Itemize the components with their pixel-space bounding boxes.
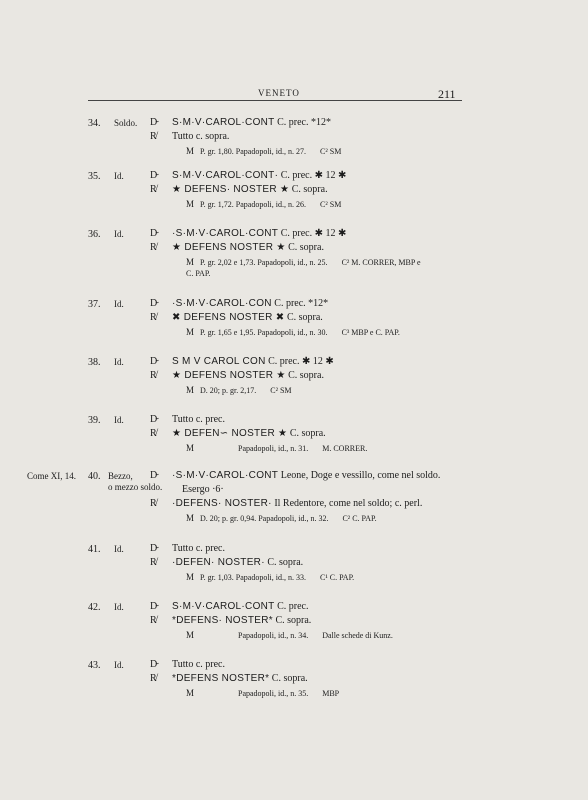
denomination (114, 357, 124, 368)
reverse-legend: ·DEFEN· NOSTER· (172, 557, 265, 568)
reverse-line (150, 184, 328, 195)
entry-number: 39. (88, 415, 101, 426)
reverse-legend: ·DEFENS· NOSTER· (172, 498, 272, 509)
denomination-line: Id. (114, 544, 124, 554)
weight-reference: D. 20; p. gr. 2,17. (200, 386, 257, 395)
weight-reference: D. 20; p. gr. 0,94. Papadopoli, id., n. 32. (200, 514, 329, 523)
reverse-symbol: R̸ (150, 131, 157, 142)
reverse-description: Tutto c. sopra. (172, 131, 230, 142)
metal-weight-line (186, 513, 377, 523)
entry-number: 38. (88, 357, 101, 368)
denomination (114, 118, 137, 129)
obverse-line (150, 659, 225, 670)
reverse-symbol: R̸ (150, 498, 157, 509)
obverse-symbol: D̴ (150, 298, 158, 309)
obverse-description: C. prec. *12* (277, 117, 331, 128)
obverse-description: C. prec. (277, 601, 309, 612)
entry-number: 37. (88, 299, 101, 310)
reverse-symbol: R̸ (150, 673, 157, 684)
denomination-line: Id. (114, 602, 124, 612)
collection: C² M. CORRER, MBP e (341, 258, 421, 267)
metal-weight-line (186, 146, 341, 156)
weight-reference: Papadopoli, id., n. 31. (238, 444, 309, 453)
obverse-symbol: D̴ (150, 117, 158, 128)
metal-weight-line (186, 572, 354, 582)
collection: MBP (322, 689, 340, 698)
obverse-legend: S·M·V·CAROL·CONT· (172, 170, 279, 181)
collection: C³ MBP e C. PAP. (341, 328, 400, 337)
reverse-legend: ★ DEFENS NOSTER ★ (172, 370, 286, 381)
obverse-legend: ·S·M·V·CAROL·CONT (172, 228, 279, 239)
reverse-description: C. sopra. (288, 242, 324, 253)
collection: C² SM (320, 147, 342, 156)
obverse-description: Tutto c. prec. (172, 543, 225, 554)
metal-weight-line (186, 385, 292, 395)
obverse-line (150, 228, 346, 239)
reverse-symbol: R̸ (150, 615, 157, 626)
collection: C² SM (320, 200, 342, 209)
entry-number: 42. (88, 602, 101, 613)
obverse-line (150, 170, 346, 181)
reverse-legend: ★ DEFENS· NOSTER ★ (172, 184, 290, 195)
exergue: Esergo ·6· (182, 484, 224, 495)
denomination-line: Id. (114, 357, 124, 367)
obverse-line (150, 470, 440, 481)
obverse-symbol: D̴ (150, 601, 158, 612)
metal-mark: M (186, 146, 195, 156)
metal-mark: M (186, 630, 195, 640)
metal-mark: M (186, 257, 195, 267)
metal-mark: M (186, 688, 195, 698)
entry-number: 40. (88, 471, 101, 482)
weight-reference: P. gr. 1,03. Papadopoli, id., n. 33. (200, 573, 307, 582)
collection: C¹ C. PAP. (320, 573, 355, 582)
collection-continued: C. PAP. (186, 269, 211, 278)
metal-weight-line (186, 688, 339, 698)
obverse-legend: S M V CAROL CON (172, 356, 266, 367)
denomination-line: Id. (114, 299, 124, 309)
reverse-line (150, 557, 303, 568)
reverse-line (150, 370, 324, 381)
reverse-legend: *DEFENS NOSTER* (172, 673, 270, 684)
reverse-description: C. sopra. (275, 615, 312, 626)
metal-mark: M (186, 513, 195, 523)
reverse-symbol: R̸ (150, 242, 157, 253)
denomination (114, 171, 124, 182)
reverse-legend: ★ DEFENS NOSTER ★ (172, 242, 286, 253)
running-title: VENETO (258, 88, 300, 98)
reverse-line (150, 615, 311, 626)
obverse-symbol: D̴ (150, 356, 158, 367)
entry-number: 43. (88, 660, 101, 671)
obverse-symbol: D̴ (150, 659, 158, 670)
reverse-legend: *DEFENS· NOSTER* (172, 615, 273, 626)
reverse-description: C. sopra. (271, 673, 308, 684)
obverse-line (150, 117, 331, 128)
reverse-symbol: R̸ (150, 428, 157, 439)
denomination (114, 602, 124, 613)
margin-note: Come XI, 14. (27, 471, 76, 481)
collection: C² SM (270, 386, 292, 395)
metal-mark: M (186, 327, 195, 337)
reverse-legend: ★ DEFEN∽ NOSTER ★ (172, 428, 288, 439)
collection: Dalle schede di Kunz. (322, 631, 393, 640)
reverse-symbol: R̸ (150, 184, 157, 195)
obverse-description: Tutto c. prec. (172, 414, 225, 425)
collection: C² C. PAP. (342, 514, 377, 523)
weight-reference: Papadopoli, id., n. 35. (238, 689, 309, 698)
obverse-line (150, 356, 334, 367)
weight-reference: Papadopoli, id., n. 34. (238, 631, 309, 640)
obverse-line (150, 601, 308, 612)
metal-mark: M (186, 572, 195, 582)
entry-number: 35. (88, 171, 101, 182)
metal-mark: M (186, 385, 195, 395)
denomination-line: Bezzo, (108, 471, 133, 481)
denomination-line: Id. (114, 171, 124, 181)
reverse-description: C. sopra. (289, 428, 326, 439)
obverse-symbol: D̴ (150, 228, 158, 239)
entry-number: 41. (88, 544, 101, 555)
page-header (88, 88, 464, 100)
weight-reference: P. gr. 2,02 e 1,73. Papadopoli, id., n. 25. (200, 258, 328, 267)
obverse-line (150, 414, 225, 425)
obverse-description: C. prec. ✱ 12 ✱ (280, 170, 347, 181)
weight-reference: P. gr. 1,72. Papadopoli, id., n. 26. (200, 200, 307, 209)
obverse-symbol: D̴ (150, 543, 158, 554)
reverse-legend: ✖ DEFENS NOSTER ✖ (172, 312, 285, 323)
metal-mark: M (186, 443, 195, 453)
reverse-symbol: R̸ (150, 557, 157, 568)
metal-weight-line (186, 630, 393, 640)
reverse-symbol: R̸ (150, 370, 157, 381)
metal-weight-line (186, 443, 367, 453)
obverse-legend: ·S·M·V·CAROL·CONT (172, 470, 279, 481)
denomination (114, 229, 124, 240)
metal-mark: M (186, 199, 195, 209)
obverse-symbol: D̴ (150, 470, 158, 481)
header-rule (88, 100, 462, 101)
weight-reference: P. gr. 1,65 e 1,95. Papadopoli, id., n. 30. (200, 328, 328, 337)
reverse-description: Il Redentore, come nel soldo; c. perl. (274, 498, 423, 509)
obverse-description: C. prec. *12* (274, 298, 329, 309)
denomination-line: Soldo. (114, 118, 138, 128)
obverse-line (150, 543, 225, 554)
obverse-legend: S·M·V·CAROL·CONT (172, 117, 275, 128)
weight-reference: P. gr. 1,80. Papadopoli, id., n. 27. (200, 147, 307, 156)
reverse-line (150, 673, 308, 684)
denomination-line: Id. (114, 229, 124, 239)
obverse-legend: ·S·M·V·CAROL·CON (172, 298, 272, 309)
denomination (114, 660, 124, 671)
denomination-line: Id. (114, 415, 124, 425)
reverse-description: C. sopra. (291, 184, 328, 195)
metal-weight-line (186, 257, 421, 267)
obverse-description: C. prec. ✱ 12 ✱ (268, 356, 334, 367)
denomination (114, 299, 124, 310)
reverse-description: C. sopra. (267, 557, 304, 568)
reverse-symbol: R̸ (150, 312, 157, 323)
reverse-line (150, 131, 229, 142)
obverse-line (150, 298, 328, 309)
metal-weight-line (186, 199, 341, 209)
metal-weight-line (186, 327, 400, 337)
collection: M. CORRER. (322, 444, 368, 453)
reverse-description: C. sopra. (288, 370, 324, 381)
denomination-line: o mezzo soldo. (108, 482, 163, 492)
obverse-symbol: D̴ (150, 170, 158, 181)
reverse-line (150, 312, 323, 323)
denomination (114, 544, 124, 555)
denomination (114, 415, 124, 426)
reverse-line (150, 498, 422, 509)
reverse-line (150, 242, 324, 253)
entry-number: 34. (88, 118, 101, 129)
obverse-symbol: D̴ (150, 414, 158, 425)
obverse-description: C. prec. ✱ 12 ✱ (280, 228, 347, 239)
obverse-legend: S·M·V·CAROL·CONT (172, 601, 275, 612)
obverse-description: Tutto c. prec. (172, 659, 225, 670)
entry-number: 36. (88, 229, 101, 240)
denomination-line: Id. (114, 660, 124, 670)
reverse-description: C. sopra. (286, 312, 323, 323)
obverse-description: Leone, Doge e vessillo, come nel soldo. (280, 470, 441, 481)
reverse-line (150, 428, 326, 439)
page-number: 211 (438, 87, 456, 101)
